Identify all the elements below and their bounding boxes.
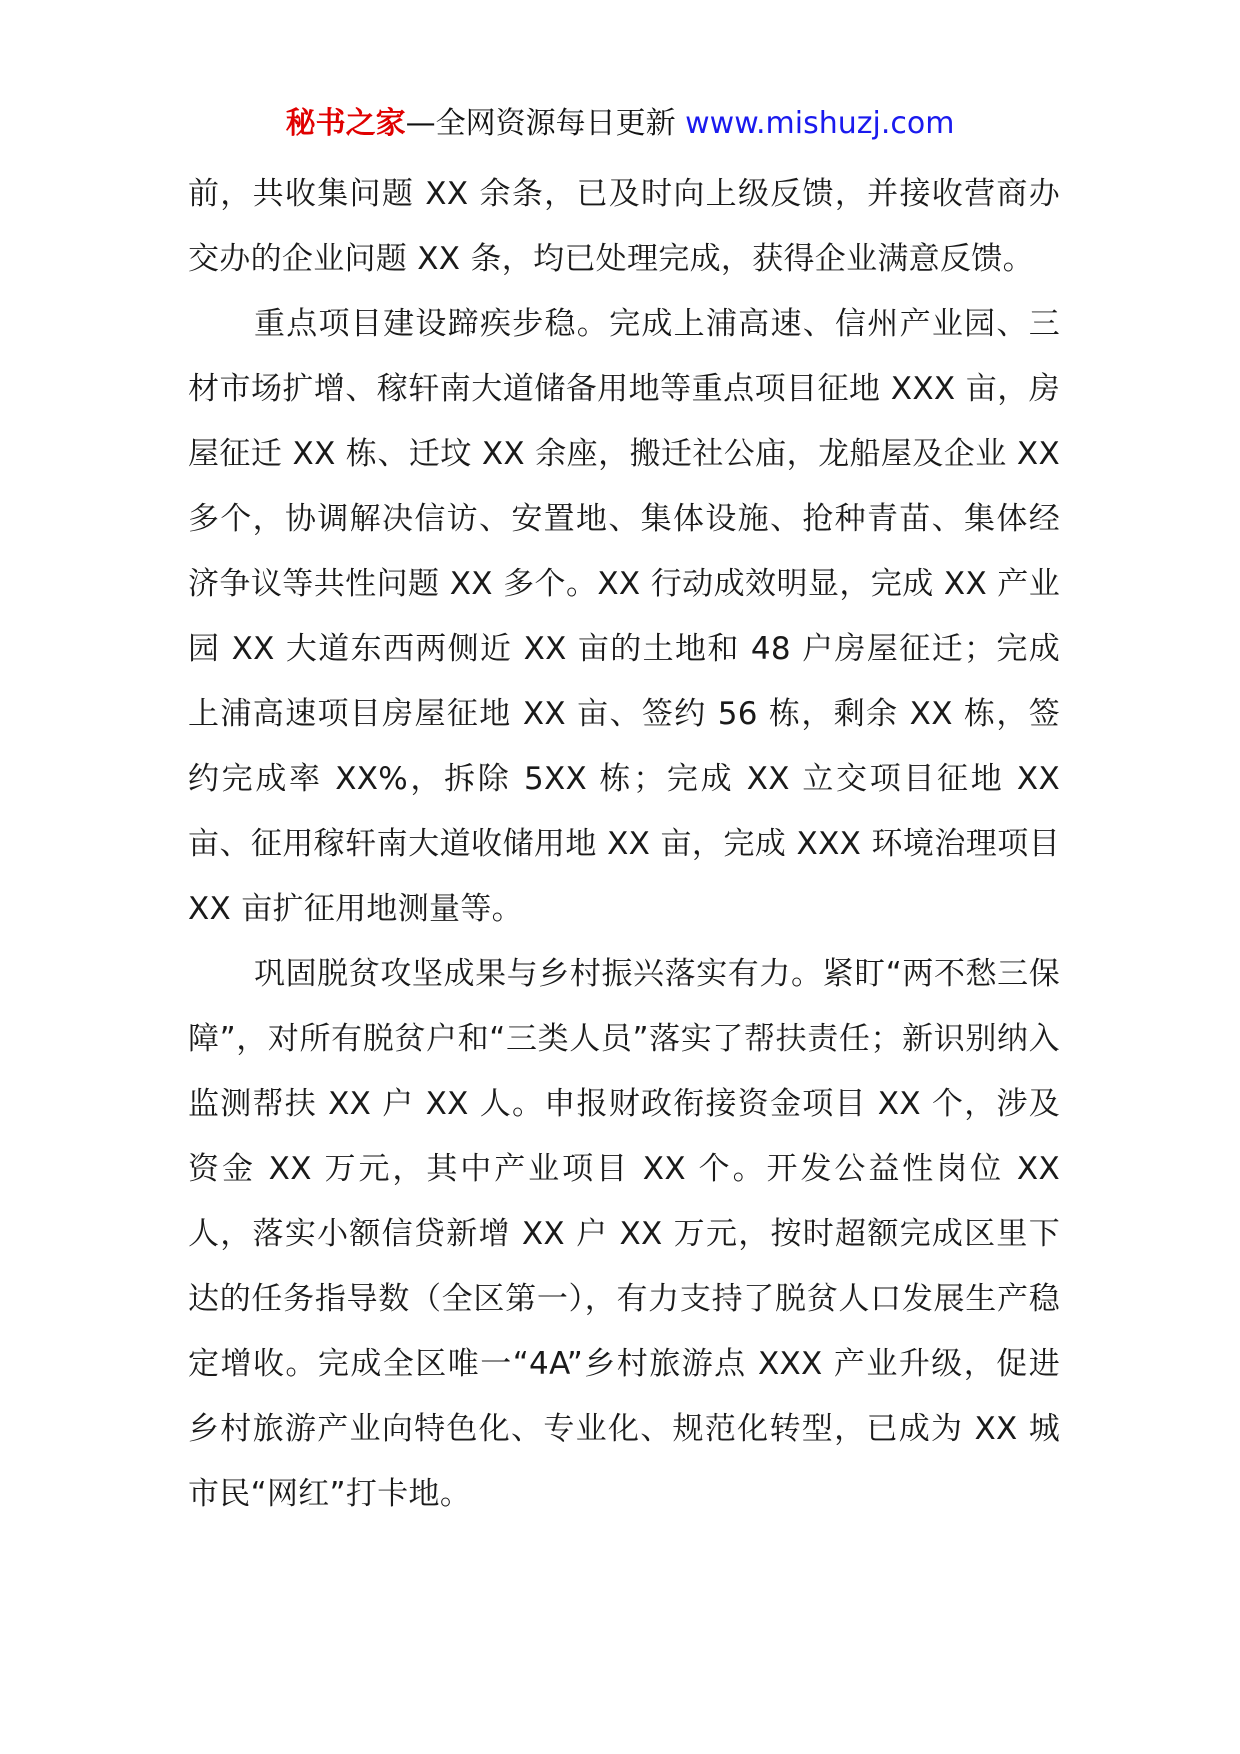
page-header xyxy=(0,104,1240,144)
paragraph-continuation: 前，共收集问题 XX 余条，已及时向上级反馈，并接收营商办交办的企业问题 XX 条，均已处理完成，获得企业满意反馈。 xyxy=(188,176,1060,277)
site-url-link[interactable]: www.mishuzj.com xyxy=(685,106,955,141)
brand-name: 秘书之家 xyxy=(285,106,406,141)
document-body xyxy=(188,162,1060,1527)
header-slogan: —全网资源每日更新 xyxy=(405,106,676,141)
paragraph-key-projects: 重点项目建设蹄疾步稳。完成上浦高速、信州产业园、三材市场扩增、稼轩南大道储备用地等重点项目征地 XXX 亩，房屋征迁 XX 栋、迁坟 XX 余座，搬迁社公庙，龙船屋及企业 XX 多个，协调解决信访、安置地、集体设施、抢种青苗、集体经济争议等共性问题 XX 多个。XX 行动成效明显，完成 XX 产业园 XX 大道东西两侧近 XX 亩的土地和 48 户房屋征迁；完成上浦高速项目房屋征地 XX 亩、签约 56 栋，剩余 XX 栋，签约完成率 XX%，拆除 5XX 栋；完成 XX 立交项目征地 XX 亩、征用稼轩南大道收储用地 XX 亩，完成 XXX 环境治理项目 XX 亩扩征用地测量等。 xyxy=(188,306,1060,927)
paragraph-rural-revitalization: 巩固脱贫攻坚成果与乡村振兴落实有力。紧盯“两不愁三保障”，对所有脱贫户和“三类人员”落实了帮扶责任；新识别纳入监测帮扶 XX 户 XX 人。申报财政衔接资金项目 XX 个，涉及资金 XX 万元，其中产业项目 XX 个。开发公益性岗位 XX 人，落实小额信贷新增 XX 户 XX 万元，按时超额完成区里下达的任务指导数（全区第一），有力支持了脱贫人口发展生产稳定增收。完成全区唯一“4A”乡村旅游点 XXX 产业升级，促进乡村旅游产业向特色化、专业化、规范化转型，已成为 XX 城市民“网红”打卡地。 xyxy=(188,956,1060,1512)
